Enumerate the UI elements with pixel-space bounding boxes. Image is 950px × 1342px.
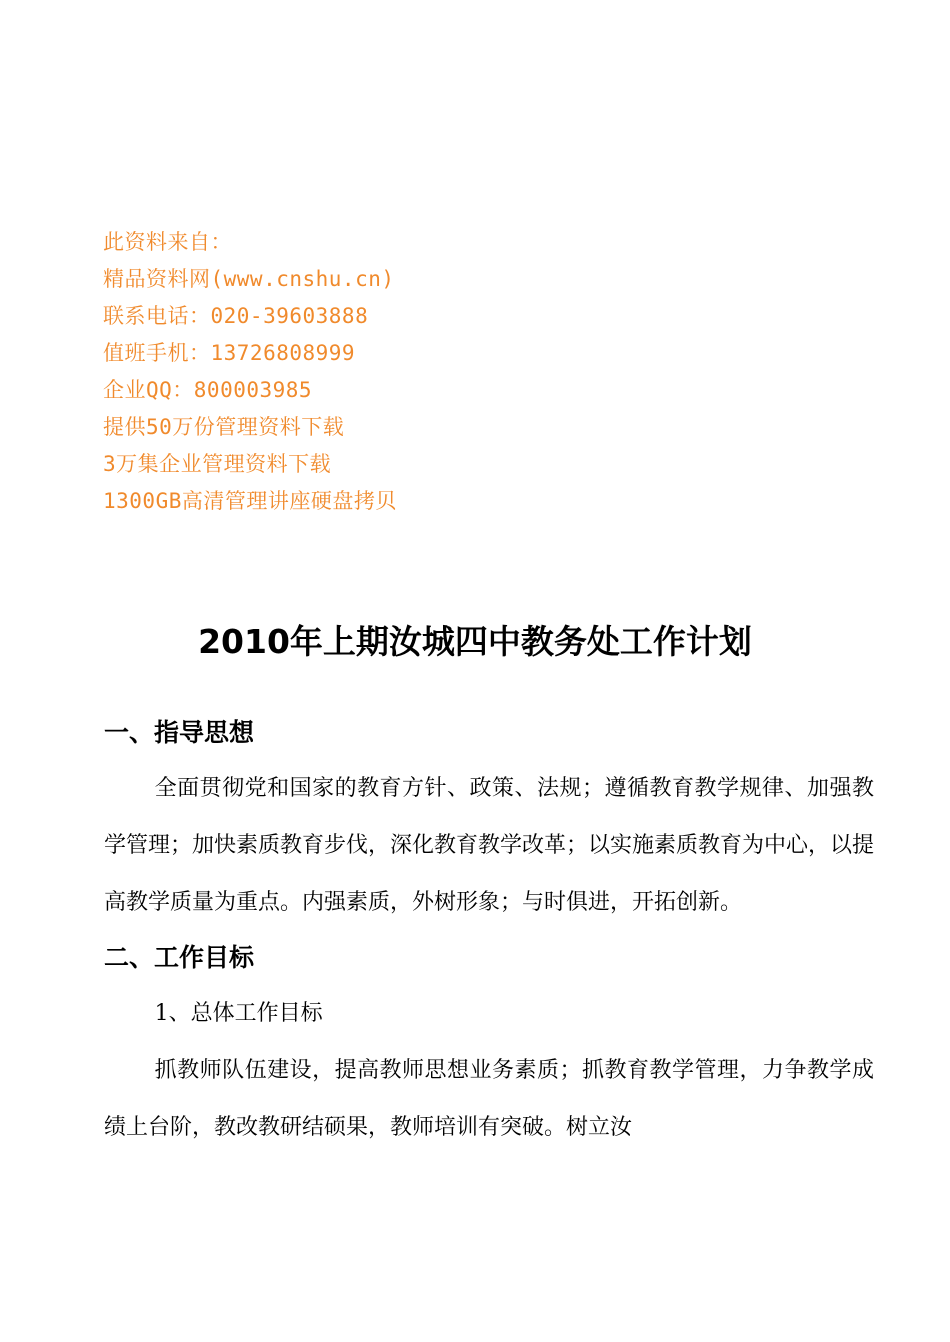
section-guiding-ideology: [104, 706, 874, 931]
section-heading: 二、工作目标: [104, 943, 255, 972]
section-subheading: 1、总体工作目标: [154, 1001, 323, 1026]
section-paragraph: 全面贯彻党和国家的教育方针、政策、法规；遵循教育教学规律、加强教学管理；加快素质教育步伐，深化教育教学改革；以实施素质教育为中心，以提高教学质量为重点。内强素质，外树形象；与时俱进，开拓创新。: [104, 776, 875, 915]
source-qq-line: 企业QQ：800003985: [103, 378, 313, 402]
source-mobile-line: 值班手机：13726808999: [103, 341, 356, 365]
document-title: 2010年上期汝城四中教务处工作计划: [198, 622, 752, 662]
source-line: 1300GB高清管理讲座硬盘拷贝: [103, 489, 397, 513]
source-line: 提供50万份管理资料下载: [103, 415, 345, 439]
source-line: 此资料来自：: [103, 230, 232, 254]
source-info-block: [103, 224, 523, 520]
section-paragraph: 抓教师队伍建设，提高教师思想业务素质；抓教育教学管理，力争教学成绩上台阶，教改教研结硕果，教师培训有突破。树立汝: [104, 1058, 874, 1140]
source-website-line[interactable]: 精品资料网(www.cnshu.cn): [103, 267, 395, 291]
document-content: [104, 706, 874, 1156]
section-work-goals: [104, 931, 874, 1156]
source-phone-line: 联系电话：020-39603888: [103, 304, 369, 328]
source-line: 3万集企业管理资料下载: [103, 452, 332, 476]
section-heading: 一、指导思想: [104, 718, 255, 747]
